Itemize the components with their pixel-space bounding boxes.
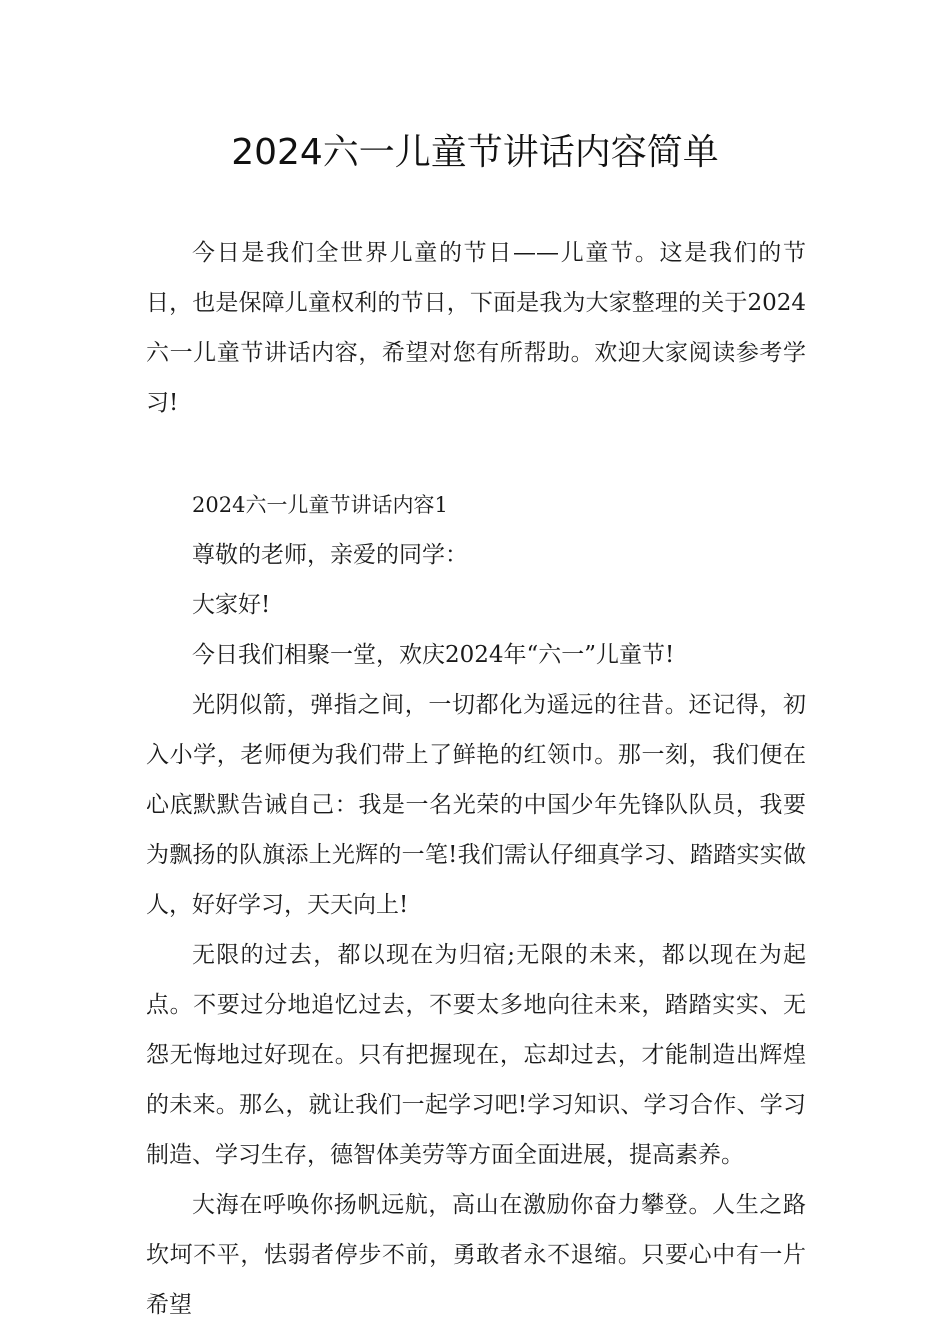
section-gap	[146, 428, 806, 480]
body-paragraph-1: 今日我们相聚一堂，欢庆2024年“六一”儿童节!	[192, 642, 675, 668]
body-paragraph-2: 光阴似箭，弹指之间，一切都化为遥远的往昔。还记得，初入小学，老师便为我们带上了鲜艳的红领巾。那一刻，我们便在心底默默告诫自己：我是一名光荣的中国少年先锋队队员，我要为飘扬的队旗添上光辉的一笔!我们需认仔细真学习、踏踏实实做人，好好学习，天天向上!	[146, 692, 806, 918]
body-paragraph-3: 无限的过去，都以现在为归宿;无限的未来，都以现在为起点。不要过分地追忆过去，不要太多地向往未来，踏踏实实、无怨无悔地过好现在。只有把握现在，忘却过去，才能制造出辉煌的未来。那么，就让我们一起学习吧!学习知识、学习合作、学习制造、学习生存，德智体美劳等方面全面进展，提高素养。	[146, 942, 806, 1168]
page-title: 2024六一儿童节讲话内容简单	[231, 132, 719, 173]
greeting-line: 尊敬的老师，亲爱的同学：	[192, 542, 468, 568]
section-heading: 2024六一儿童节讲话内容1	[192, 493, 448, 517]
document-body	[146, 228, 806, 1330]
body-paragraph-4: 大海在呼唤你扬帆远航，高山在激励你奋力攀登。人生之路坎坷不平，怯弱者停步不前，勇敢者永不退缩。只要心中有一片希望	[146, 1192, 806, 1318]
intro-paragraph: 今日是我们全世界儿童的节日——儿童节。这是我们的节日，也是保障儿童权利的节日，下面是我为大家整理的关于2024六一儿童节讲话内容，希望对您有所帮助。欢迎大家阅读参考学习!	[146, 240, 806, 416]
hello-line: 大家好!	[192, 592, 271, 618]
